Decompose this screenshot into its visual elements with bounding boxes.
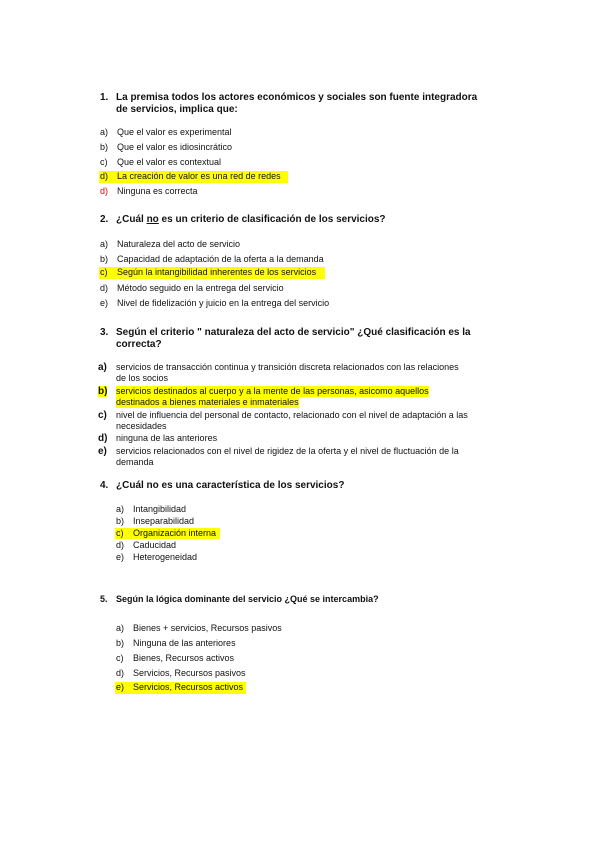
option-label: b) bbox=[116, 516, 125, 526]
option-label: a) bbox=[116, 623, 125, 633]
option-text-line-2: necesidades bbox=[116, 421, 167, 431]
option-c-highlighted bbox=[99, 267, 325, 279]
option-text: Servicios, Recursos pasivos bbox=[133, 668, 246, 678]
question-title-line-2: de servicios, implica que: bbox=[116, 104, 238, 115]
option-c-highlighted bbox=[115, 528, 220, 539]
option-label: c) bbox=[116, 653, 124, 663]
option-label: a) bbox=[116, 504, 125, 514]
option-text: Método seguido en la entrega del servicio bbox=[117, 283, 284, 293]
option-label: e) bbox=[116, 682, 125, 692]
question-number: 5. bbox=[100, 594, 108, 604]
option-label: a) bbox=[100, 239, 109, 249]
option-label: e) bbox=[98, 446, 107, 457]
option-text: Ninguna de las anteriores bbox=[133, 638, 236, 648]
question-title-line-1: Según el criterio " naturaleza del acto de servicio" ¿Qué clasificación es la bbox=[116, 327, 471, 338]
option-text: Que el valor es contextual bbox=[117, 157, 222, 167]
option-text-line-1: ninguna de las anteriores bbox=[116, 433, 218, 443]
option-e-highlighted bbox=[115, 682, 246, 694]
option-label: a) bbox=[100, 127, 109, 137]
option-label: e) bbox=[100, 298, 109, 308]
option-label: d) bbox=[100, 171, 109, 181]
option-text-line-2: destinados a bienes materiales e inmateriales bbox=[116, 397, 299, 407]
option-text: Que el valor es experimental bbox=[117, 127, 232, 137]
option-label: d) bbox=[116, 668, 125, 678]
option-text-line-1: servicios destinados al cuerpo y a la mente de las personas, asicomo aquellos bbox=[116, 386, 429, 396]
option-text: La creación de valor es una red de redes bbox=[117, 171, 281, 181]
option-text: Según la intangibilidad inherentes de los servicios bbox=[117, 267, 317, 277]
option-label: d) bbox=[100, 186, 109, 196]
option-label: c) bbox=[100, 157, 108, 167]
option-label: c) bbox=[100, 267, 108, 277]
option-label: b) bbox=[116, 638, 125, 648]
option-label: d) bbox=[100, 283, 109, 293]
option-text: Servicios, Recursos activos bbox=[133, 682, 244, 692]
option-text: Que el valor es idiosincrático bbox=[117, 142, 233, 152]
option-text: Bienes, Recursos activos bbox=[133, 653, 235, 663]
question-title bbox=[116, 214, 386, 226]
option-d-highlighted bbox=[99, 171, 288, 183]
option-label: c) bbox=[98, 410, 107, 421]
option-label: d) bbox=[116, 540, 125, 550]
option-label: e) bbox=[116, 552, 125, 562]
question-number: 3. bbox=[100, 327, 109, 338]
option-text: Ninguna es correcta bbox=[117, 186, 198, 196]
option-text: Caducidad bbox=[133, 540, 177, 550]
option-text-line-1: servicios de transacción continua y transición discreta relacionados con las relaciones bbox=[116, 362, 459, 372]
question-number: 4. bbox=[100, 480, 109, 491]
option-label: b) bbox=[100, 142, 109, 152]
option-text: Heterogeneidad bbox=[133, 552, 198, 562]
title-part: ¿Cuál bbox=[116, 214, 147, 225]
option-label: a) bbox=[98, 362, 107, 373]
option-text: Naturaleza del acto de servicio bbox=[117, 239, 241, 249]
question-number: 2. bbox=[100, 214, 109, 225]
question-title-line-1: La premisa todos los actores económicos y sociales son fuente integradora bbox=[116, 92, 478, 103]
title-part: es un criterio de clasificación de los servicios? bbox=[158, 214, 386, 225]
question-title-line-2: correcta? bbox=[116, 339, 162, 350]
option-text: Organización interna bbox=[133, 528, 217, 538]
question-title: Según la lógica dominante del servicio ¿Qué se intercambia? bbox=[116, 594, 379, 604]
option-text-line-2: demanda bbox=[116, 457, 154, 467]
option-text: Bienes + servicios, Recursos pasivos bbox=[133, 623, 282, 633]
option-text-line-2: de los socios bbox=[116, 373, 169, 383]
option-text-line-1: servicios relacionados con el nivel de rigidez de la oferta y el nivel de fluctuación de la bbox=[116, 446, 459, 456]
option-label: d) bbox=[98, 433, 108, 444]
option-text-line-1: nivel de influencia del personal de contacto, relacionado con el nivel de adaptación a las bbox=[116, 410, 468, 420]
question-title: ¿Cuál no es una característica de los servicios? bbox=[116, 480, 345, 491]
option-label: b) bbox=[98, 386, 108, 397]
option-text: Intangibilidad bbox=[133, 504, 187, 514]
option-text: Capacidad de adaptación de la oferta a la demanda bbox=[117, 254, 324, 264]
option-label: c) bbox=[116, 528, 124, 538]
option-text: Nivel de fidelización y juicio en la entrega del servicio bbox=[117, 298, 330, 308]
question-number: 1. bbox=[100, 92, 109, 103]
option-label: b) bbox=[100, 254, 109, 264]
title-underlined: no bbox=[146, 214, 159, 225]
option-text: Inseparabilidad bbox=[133, 516, 195, 526]
